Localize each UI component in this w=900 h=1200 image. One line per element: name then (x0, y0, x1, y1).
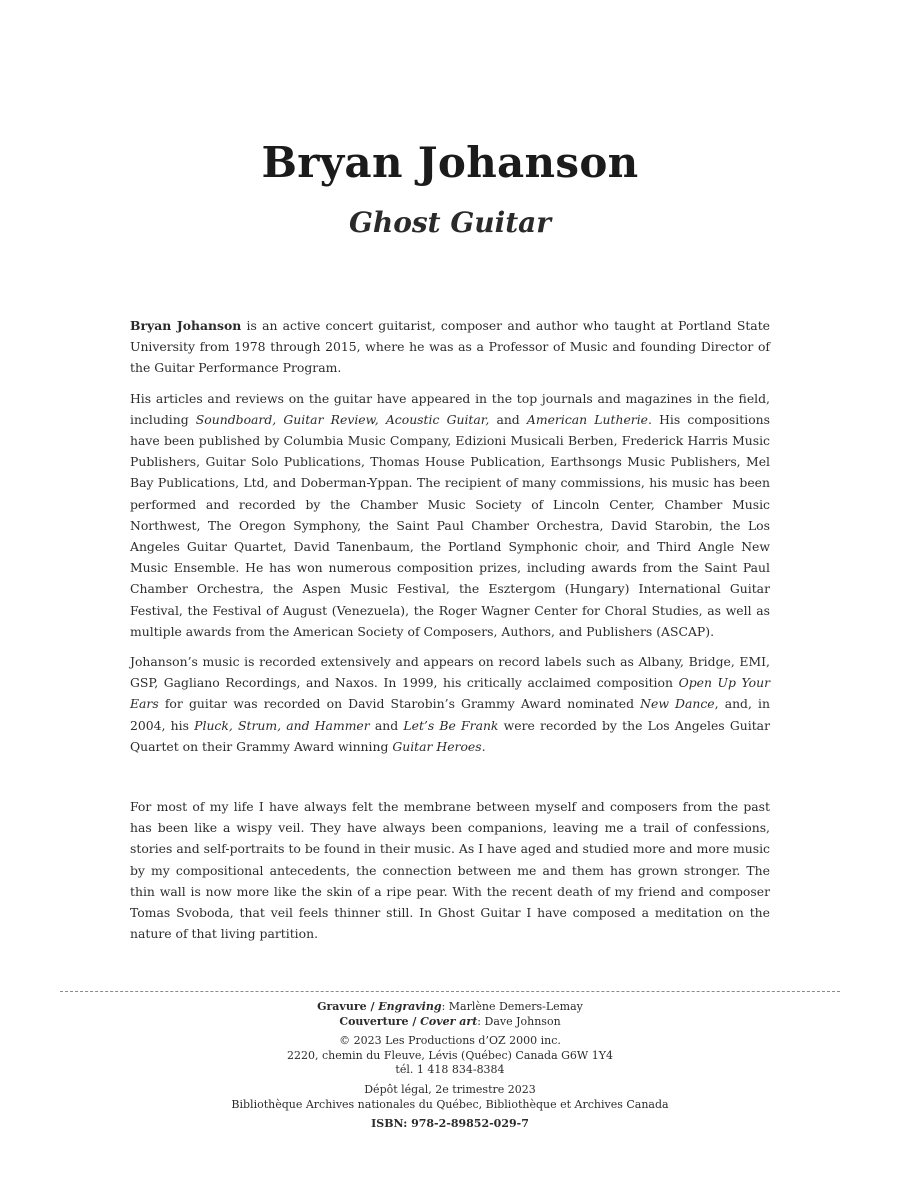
isbn: ISBN: 978-2-89852-029-7 (371, 1117, 529, 1131)
album-guitar-heroes: Guitar Heroes (392, 738, 482, 754)
composer-note (130, 796, 770, 944)
work-pluck-strum: Pluck, Strum, and Hammer (194, 717, 370, 733)
bio-paragraph-3: Johanson’s music is recorded extensively and appears on record labels such as Albany, Bridge, EMI, GSP, Gagliano Recordings, and Naxos. In 1999, his critically acclaimed composition Open Up Your Ears for guitar was recorded on David Starobin’s Grammy Award nominated New Dance, and, in 2004, his Pluck, Strum, and Hammer and Let’s Be Frank were recorded by the Los Angeles Guitar Quartet on their Grammy Award winning Guitar Heroes. (130, 654, 770, 754)
work-open-up-your-ears: Open Up Your Ears (130, 675, 770, 712)
album-new-dance: New Dance (640, 696, 715, 712)
engraving-credit: Gravure / Engraving: Marlène Demers-Lemay (317, 1000, 583, 1013)
publisher-block (0, 1034, 900, 1078)
cover-credit: Couverture / Cover art: Dave Johnson (339, 1014, 561, 1028)
credits-roles (0, 1000, 900, 1029)
composer-name: Bryan Johanson (261, 138, 639, 187)
address: 2220, chemin du Fleuve, Lévis (Québec) Canada G6W 1Y4 (286, 1048, 613, 1062)
biography (130, 315, 770, 766)
bio-paragraph-2: His articles and reviews on the guitar have appeared in the top journals and magazines in the field, including Soundboard, Guitar Review, Acoustic Guitar, and American Lutherie. His compositions have been published by Columbia Music Company, Edizioni Musicali Berben, Frederick Harris Music Publishers, Guitar Solo Publications, Thomas House Publication, Earthsongs Music Publishers, Mel Bay Publications, Ltd, and Doberman-Yppan. The recipient of many commissions, his music has been performed and recorded by the Chamber Music Society of Lincoln Center, Chamber Music Northwest, The Oregon Symphony, the Saint Paul Chamber Orchestra, David Starobin, the Los Angeles Guitar Quartet, David Tanenbaum, the Portland Symphonic choir, and Third Angle New Music Ensemble. He has won numerous composition prizes, including awards from the Saint Paul Chamber Orchestra, the Aspen Music Festival, the Esztergom (Hungary) International Guitar Festival, the Festival of August (Venezuela), the Roger Wagner Center for Choral Studies, as well as multiple awards from the American Society of Composers, Authors, and Publishers (ASCAP). (130, 390, 770, 639)
bio-paragraph-1: Bryan Johanson is an active concert guitarist, composer and author who taught at Portland State University from 1978 through 2015, where he was as a Professor of Music and founding Director of the Guitar Performance Program. (130, 318, 770, 376)
work-title: Ghost Guitar (348, 206, 552, 239)
legal-block (0, 1083, 900, 1112)
divider (60, 991, 840, 992)
magazine-lutherie: American Lutherie. (526, 411, 652, 427)
bio-name: Bryan Johanson (130, 318, 242, 333)
work-lets-be-frank: Let’s Be Frank (403, 717, 499, 733)
magazines-italic: Soundboard, Guitar Review, Acoustic Guitar, (195, 411, 490, 427)
credits (0, 1000, 900, 1137)
isbn-block (0, 1117, 900, 1132)
note-paragraph: For most of my life I have always felt the membrane between myself and composers from the past has been like a wispy veil. They have always been companions, leaving me a trail of confessions, stories and self-portraits to be found in their music. As I have aged and studied more and more music by my compositional antecedents, the connection between me and them has grown stronger. The thin wall is now more like the skin of a ripe pear. With the recent death of my friend and composer Tomas Svoboda, that veil feels thinner still. In Ghost Guitar I have composed a meditation on the nature of that living partition. (130, 799, 770, 942)
copyright: © 2023 Les Productions d’OZ 2000 inc. (339, 1034, 561, 1048)
libraries: Bibliothèque Archives nationales du Québec, Bibliothèque et Archives Canada (231, 1097, 669, 1111)
legal-deposit: Dépôt légal, 2e trimestre 2023 (364, 1082, 536, 1096)
phone: tél. 1 418 834-8384 (395, 1063, 505, 1077)
